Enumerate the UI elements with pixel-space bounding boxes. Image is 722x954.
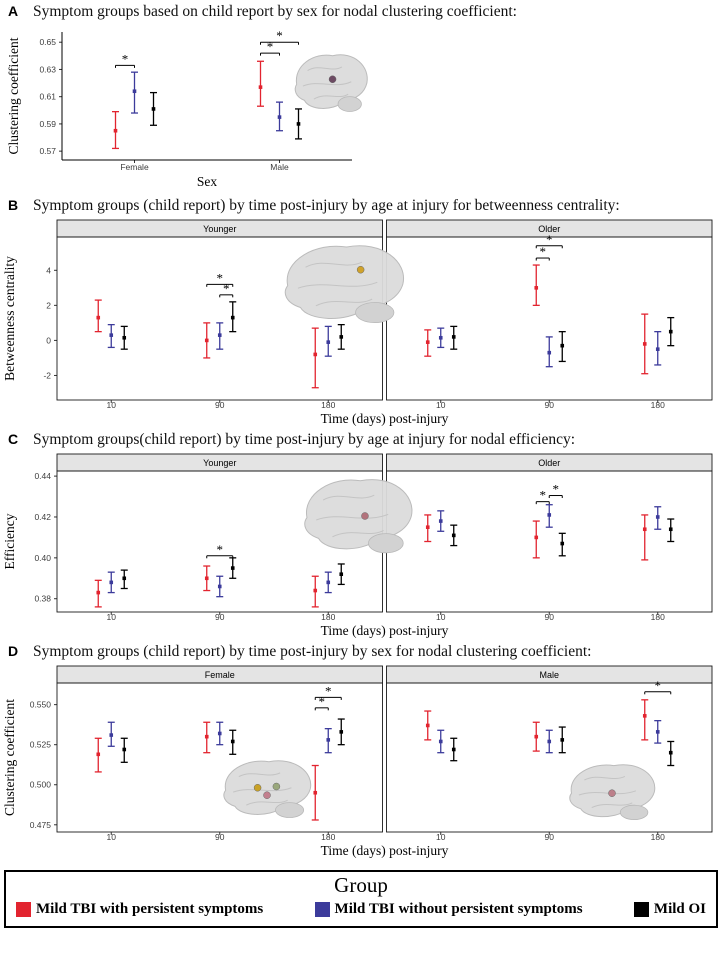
panel-d-chart [0,662,722,862]
errorbar-blue-90 [546,730,553,752]
svg-text:Sex: Sex [196,174,218,189]
svg-text:*: * [552,481,559,497]
svg-text:*: * [276,28,283,44]
svg-text:90: 90 [215,400,225,410]
panel-d-header [0,640,722,662]
errorbar-blue-10 [108,325,115,348]
svg-text:Older: Older [538,224,561,234]
errorbar-blue-90 [216,323,223,349]
panel-a-letter: A [8,3,19,19]
legend [4,870,718,928]
errorbar-black-Female [150,93,157,126]
facet-Older [387,220,713,410]
errorbar-red-10 [95,300,102,332]
errorbar-black-90 [559,332,566,362]
errorbar-blue-Female [131,72,138,113]
errorbar-black-10 [121,570,128,588]
svg-text:10: 10 [436,400,446,410]
red-swatch-icon [16,902,31,917]
errorbar-blue-10 [108,572,115,592]
svg-text:*: * [121,51,129,67]
facet-Older [387,454,713,622]
svg-text:Betweenness centrality: Betweenness centrality [2,256,17,381]
svg-text:0.42: 0.42 [34,511,51,522]
legend-item-tbi-persistent [16,901,263,918]
legend-item-mild-oi [634,901,706,918]
panel-A [0,0,722,194]
brain-region-dot [361,513,368,520]
errorbar-black-10 [121,738,128,762]
brain-region-dot [254,784,261,791]
errorbar-black-180 [338,719,345,745]
panel-b-chart [0,216,722,428]
svg-text:0.525: 0.525 [29,739,51,750]
errorbar-red-180 [641,700,648,740]
svg-text:*: * [546,231,553,247]
svg-text:Younger: Younger [203,224,237,234]
svg-text:10: 10 [436,612,446,622]
panel-b-title: Symptom groups (child report) by time post-injury by age at injury for betweenness centrality: [33,197,620,214]
svg-text:180: 180 [650,612,665,622]
legend-item-label: Mild TBI without persistent symptoms [334,901,583,917]
facet-Male [387,666,713,842]
errorbar-red-180 [312,766,319,820]
errorbar-black-90 [559,727,566,753]
svg-text:0.40: 0.40 [34,552,51,563]
errorbar-blue-180 [325,326,332,356]
panel-a-chart [0,22,722,194]
errorbar-black-90 [229,730,236,754]
svg-text:Female: Female [204,670,235,680]
errorbar-red-90 [533,265,540,305]
errorbar-blue-180 [654,507,661,529]
brain-image [285,246,403,323]
brain-region-dot [329,76,336,83]
errorbar-black-10 [450,326,457,349]
significance-markers [116,28,299,68]
svg-text:*: * [216,541,223,557]
svg-text:10: 10 [106,832,116,842]
svg-text:10: 10 [106,612,116,622]
errorbar-red-10 [424,515,431,542]
svg-text:Time (days) post-injury: Time (days) post-injury [320,411,449,426]
svg-text:0.57: 0.57 [39,146,56,157]
errorbar-black-Male [295,109,302,139]
svg-text:*: * [266,39,274,55]
svg-text:*: * [539,487,546,503]
svg-text:Time (days) post-injury: Time (days) post-injury [320,843,449,858]
svg-text:180: 180 [650,832,665,842]
errorbar-blue-90 [546,337,553,367]
axis-titles [2,699,449,858]
errorbar-blue-10 [108,722,115,746]
svg-text:0.38: 0.38 [34,593,51,604]
errorbar-red-180 [641,314,648,374]
svg-text:Female: Female [120,162,149,172]
svg-text:*: * [539,244,546,260]
facet-Female [57,666,383,842]
svg-text:90: 90 [544,612,554,622]
svg-text:0.550: 0.550 [29,699,51,710]
panel-b-letter: B [8,197,19,213]
errorbar-red-90 [203,323,210,358]
svg-text:180: 180 [321,400,336,410]
brain-region-dot [264,792,271,799]
errorbar-blue-180 [325,572,332,592]
panel-C [0,428,722,640]
panel-b-header [0,194,722,216]
panel-c-header [0,428,722,450]
errorbar-red-90 [533,722,540,751]
errorbar-black-10 [121,326,128,349]
y-axis [39,37,62,156]
errorbar-blue-90 [216,722,223,744]
brain-image [224,761,311,818]
svg-text:*: * [223,280,230,296]
panel-a-header [0,0,722,22]
errorbar-blue-180 [654,721,661,743]
errorbar-blue-10 [437,730,444,752]
errorbar-black-90 [559,533,566,555]
errorbar-red-10 [424,330,431,356]
panel-d-title: Symptom groups (child report) by time post-injury by sex for nodal clustering coefficient: [33,643,592,660]
errorbar-black-10 [450,738,457,760]
errorbar-red-10 [424,711,431,740]
svg-text:2: 2 [46,300,51,311]
svg-text:4: 4 [46,265,51,276]
svg-text:0: 0 [46,335,51,346]
legend-items [16,901,706,918]
errorbar-blue-180 [325,729,332,753]
errorbar-black-180 [667,318,674,346]
svg-text:Younger: Younger [203,458,237,468]
svg-text:0.44: 0.44 [34,471,51,482]
blue-swatch-icon [315,902,330,917]
errorbar-blue-180 [654,332,661,365]
svg-text:Male: Male [539,670,560,680]
errorbar-red-Female [112,112,119,149]
brain-region-dot [357,266,364,273]
errorbar-red-10 [95,580,102,607]
error-bars [112,61,302,148]
panel-D [0,640,722,862]
svg-text:10: 10 [436,832,446,842]
axis-titles [6,37,217,189]
errorbar-blue-10 [437,511,444,531]
legend-item-label: Mild TBI with persistent symptoms [36,901,264,917]
y-axis [30,700,57,830]
panel-a-title: Symptom groups based on child report by sex for nodal clustering coefficient: [33,3,517,20]
svg-text:90: 90 [215,612,225,622]
errorbar-black-90 [229,302,236,332]
panel-B [0,194,722,428]
svg-text:*: * [325,683,332,699]
brain-image [305,480,412,553]
errorbar-blue-90 [216,576,223,596]
svg-text:0.65: 0.65 [39,37,56,48]
black-swatch-icon [634,902,649,917]
errorbar-red-Male [257,61,264,106]
errorbar-red-10 [95,738,102,772]
svg-text:0.59: 0.59 [39,118,56,129]
svg-text:Clustering coefficient: Clustering coefficient [6,37,21,155]
svg-text:0.63: 0.63 [39,64,56,75]
svg-text:0.475: 0.475 [29,819,51,830]
svg-text:Time (days) post-injury: Time (days) post-injury [320,623,449,638]
svg-text:Older: Older [538,458,561,468]
svg-text:Male: Male [270,162,289,172]
svg-text:*: * [318,693,325,709]
svg-text:*: * [654,677,661,693]
svg-text:Efficiency: Efficiency [2,513,17,570]
svg-text:Clustering coefficient: Clustering coefficient [2,698,17,817]
errorbar-black-10 [450,525,457,545]
brain-region-dot [273,783,280,790]
errorbar-blue-90 [546,505,553,527]
y-axis [34,471,57,604]
legend-item-label: Mild OI [653,901,706,917]
svg-text:90: 90 [544,400,554,410]
svg-text:-2: -2 [43,370,51,381]
panel-c-title: Symptom groups(child report) by time post-injury by age at injury for nodal efficiency: [33,431,576,448]
svg-text:10: 10 [106,400,116,410]
svg-text:90: 90 [215,832,225,842]
errorbar-black-180 [667,741,674,765]
y-axis [43,265,57,380]
svg-text:0.500: 0.500 [29,779,51,790]
svg-text:180: 180 [650,400,665,410]
brain-image [295,55,367,112]
brain-region-dot [609,790,616,797]
legend-title: Group [334,873,388,897]
errorbar-red-90 [203,566,210,591]
errorbar-black-180 [667,519,674,541]
panel-c-chart [0,450,722,640]
errorbar-red-180 [641,515,648,560]
legend-item-tbi-no-persistent [315,901,583,918]
errorbar-black-180 [338,564,345,584]
errorbar-red-90 [533,521,540,558]
facet-plot [120,160,289,172]
svg-text:180: 180 [321,832,336,842]
panel-c-letter: C [8,431,19,447]
errorbar-red-90 [203,722,210,752]
brain-image [570,765,655,820]
svg-text:*: * [216,270,223,286]
errorbar-red-180 [312,576,319,607]
errorbar-black-180 [338,325,345,350]
errorbar-blue-Male [276,102,283,131]
svg-text:0.61: 0.61 [39,91,56,102]
errorbar-black-90 [229,558,236,578]
errorbar-red-180 [312,328,319,388]
svg-text:90: 90 [544,832,554,842]
panel-d-letter: D [8,643,19,659]
errorbar-blue-10 [437,328,444,347]
svg-text:180: 180 [321,612,336,622]
